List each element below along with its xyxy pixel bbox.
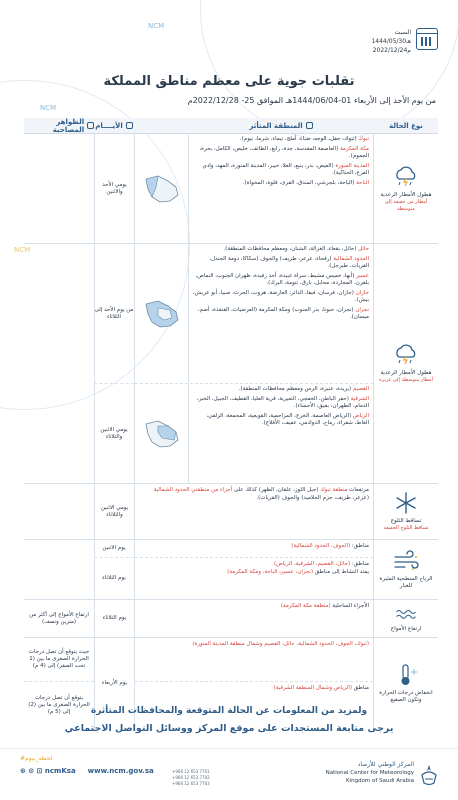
areas-cell <box>134 540 374 599</box>
condition-sub: أمطار متوسطة إلى غزيرة <box>379 377 433 384</box>
condition-sub: تساقط الثلوج الخفيفة <box>383 525 429 532</box>
phenomena-cell <box>24 244 94 483</box>
area-item: الرياض (الرياض العاصمة، الخرج، المزاحمية، القويعية، المجمعة، الزلفي، الغاط، شقراء، رماح، الدوادمي، عفيف، الأفلاج). <box>206 412 369 426</box>
header-areas: المنطقة المتأثر <box>188 118 374 133</box>
row-waves <box>24 600 438 638</box>
header-condition: نوع الحالة <box>389 121 423 130</box>
areas-cell <box>134 244 374 483</box>
header-phenomena: الظواهر المصاحبة <box>24 118 94 133</box>
hijri-date: 1444/05/30هـ <box>371 38 411 45</box>
day-cell: يوم الاثنين <box>94 540 134 558</box>
phone-number: +966 12 653 7701 <box>172 769 210 774</box>
condition-cell <box>374 244 438 483</box>
org-name <box>326 761 414 785</box>
condition-name: انخفاض درجات الحرارة وتكون الصقيع <box>379 689 433 703</box>
header-days: الأيــــام <box>94 118 134 133</box>
date-box <box>371 28 438 55</box>
area-item: القصيم (بريدة، عنيزة، الرس ومعظم محافظات المنطقة). <box>238 386 369 392</box>
area-item: المدينة المنورة (العيص، بدر، ينبع، العلا، خيبر، المدينة المنورة، المهد، وادي الفرع، الحناكية). <box>202 162 369 176</box>
area-item: الشرقية (حفر الباطن، الخفجي، النعيرية، قرية العليا، القطيف، الجبيل، الخبر، الدمام، الظهران، بقيق، الأحساء). <box>196 395 369 409</box>
area-text: مناطق: (الجوف، الحدود الشمالية) <box>291 543 369 549</box>
days-column <box>94 244 134 483</box>
phenomena-cell <box>24 484 94 539</box>
condition-name: الرياح السطحية المثيرة للغبار <box>379 576 433 589</box>
phenomena-cell <box>24 134 94 243</box>
calendar-small-icon <box>126 122 133 129</box>
area-group <box>135 244 373 384</box>
phenomena-cell: ارتفاع الأمواج إلى أكثر من (مترين ونصف) <box>29 611 89 625</box>
social-icons: ⊛ ⊙ ⊡ <box>20 767 45 775</box>
bottom-bar <box>0 748 458 800</box>
thermometer-icon <box>391 663 421 687</box>
phenomena-cell: يتوقع أن تصل درجات الحرارة الصغرى ما بين (2) إلى (5 م) <box>28 694 90 715</box>
areas-cell <box>134 484 374 539</box>
condition-cell <box>374 540 438 599</box>
day-cell: يومي الأحد والاثنين <box>94 134 134 243</box>
areas-cell <box>134 600 374 637</box>
area-item: جازان (جازان، فرسان، فيفا، الدائر، العارضة، هروب، الحرث، صبيا، أبو عريش، بيش). <box>192 289 369 303</box>
day-label: السبت <box>394 29 411 36</box>
day-cell: يوم الثلاثاء <box>94 600 134 637</box>
area-row <box>135 600 373 637</box>
org-country: Kingdom of Saudi Arabia <box>345 778 414 784</box>
phone-list <box>172 769 210 787</box>
row-wind <box>24 540 438 600</box>
page-title: تقلبات جوية على معظم مناطق المملكة <box>103 74 355 89</box>
footer-line-2: يرجى متابعة المستجدات على موقع المركز ووسائل التواصل الاجتماعي <box>64 723 394 734</box>
area-text: (تبوك، الجوف، الحدود الشمالية، حائل، القصيم وشمال منطقة المدينة المنورة) <box>192 641 369 647</box>
area-text: مرتفعات منطقة تبوك (جبل اللوز، علقان، الظهر) كذلك على أجزاء من منطقتي الحدود الشمالية (عرعر، طريف، جزم الجلاميد) والجوف (القريات). <box>153 487 369 501</box>
area-row <box>135 540 373 558</box>
area-group <box>135 134 373 243</box>
area-item: عسير (أبها، خميس مشيط، سراة عبيدة، أحد رفيدة، ظهران الجنوب، النماص، بلقرن، المجاردة، محايل، بارق، تنومة، البرك). <box>195 272 369 286</box>
map-cell <box>135 244 189 383</box>
day-cell: يومي الاثنين والثلاثاء <box>100 426 128 440</box>
areas-cell <box>134 134 374 243</box>
area-item: نجران (نجران، حبونا، بدر الجنوب) ومكة المكرمة (العرضيات، القنفذة، أضم، ميسان). <box>197 306 369 320</box>
waves-icon <box>391 604 421 623</box>
links-row <box>20 767 154 775</box>
area-row <box>135 484 373 539</box>
org-name-en: National Center for Meteorology <box>325 770 414 776</box>
website-link[interactable]: www.ncm.gov.sa <box>87 767 154 775</box>
row-snow <box>24 484 438 540</box>
day-cell: يومي الاثنين والثلاثاء <box>94 484 134 539</box>
phone-number: +966 12 653 7702 <box>172 775 210 780</box>
condition-cell <box>374 484 438 539</box>
condition-name: ارتفاع الأمواج <box>390 626 422 632</box>
area-item: الحدود الشمالية (رفحاء، عرعر، طريف) والجوف (سكاكا، دومة الجندل، القريات، طبرجل). <box>209 255 369 269</box>
header-map <box>134 118 188 133</box>
pin-icon <box>306 122 313 129</box>
condition-sub: أمطار من خفيفة إلى متوسطة <box>384 199 428 212</box>
area-text: مناطق: (حائل، القصيم، الشرقية، الرياض) يمتد النشاط إلى مناطق (نجران، عسير، الباحة، ومكة المكرمة) <box>227 561 369 575</box>
area-group <box>135 384 373 483</box>
forecast-table <box>24 118 438 728</box>
watermark: NCM <box>14 246 31 254</box>
condition-cell <box>374 134 438 243</box>
area-item: حائل (حائل، بقعاء، الغزالة، الشنان، ومعظم محافظات المنطقة). <box>223 246 369 252</box>
snowflake-icon <box>391 491 421 515</box>
wind-dust-icon <box>391 549 421 573</box>
handle-link[interactable]: ⊛ ⊙ ⊡ ncmKsa <box>20 767 76 775</box>
thunder-rain-icon <box>391 343 421 367</box>
gregorian-date: 2022/12/24م <box>372 47 411 54</box>
area-item: مكة المكرمة (العاصمة المقدسة، جدة، رابغ، الطائف، خليص، الكامل، بحرة، الجموم). <box>199 145 369 159</box>
watermark: NCM <box>148 22 165 30</box>
area-row <box>135 682 373 728</box>
day-cell: يوم الثلاثاء <box>102 575 126 581</box>
saudi-map-icon <box>140 173 182 205</box>
condition-name: هطول الأمطار الرعدية <box>380 370 432 377</box>
thunder-rain-icon <box>391 165 421 189</box>
phone-number: +966 12 653 7703 <box>172 781 210 786</box>
cloud-small-icon <box>87 122 94 129</box>
area-row <box>135 558 373 599</box>
phenomena-cell <box>24 540 94 599</box>
row-rain-heavy <box>24 244 438 484</box>
area-text: مناطق (الرياض وشمال المنطقة الشرقية) <box>273 685 369 691</box>
day-cell: من يوم الأحد إلى الثلاثاء <box>94 244 134 384</box>
contact-block <box>20 755 154 775</box>
saudi-map-icon <box>140 418 182 450</box>
area-text: الأجزاء الساحلية (منطقة مكة المكرمة) <box>280 603 369 609</box>
map-cell <box>135 384 189 483</box>
area-list <box>189 134 373 243</box>
condition-name: هطول الأمطار الرعدية <box>380 192 432 198</box>
area-row <box>135 638 373 682</box>
area-item: الباحة (الباحة، بلجرشي، المندق، القرى، قلوة، المخواة). <box>242 179 369 186</box>
org-name-ar: المركز الوطني للأرصاد <box>357 761 414 768</box>
footer-line-1: ولمزيد من المعلومات عن الحالة المتوقعة والمحافظات المتأثرة <box>90 706 368 716</box>
saudi-map-icon <box>140 298 182 330</box>
area-list <box>189 244 373 383</box>
area-item: تبوك (تبوك، حقل، الوجه، ضباء، أملج، تيماء، شرما، نيوم). <box>239 136 369 142</box>
row-rain-moderate <box>24 134 438 244</box>
condition-cell <box>374 600 438 637</box>
table-header <box>24 118 438 134</box>
condition-name: تساقط الثلوج <box>390 518 422 525</box>
watermark: NCM <box>40 104 57 112</box>
area-list <box>189 384 373 483</box>
map-cell <box>135 134 189 243</box>
page-subtitle: من يوم الأحد إلى الأربعاء 01-1444/06/04هـ الموافق 25- 2022/12/28م <box>187 96 436 105</box>
day-cell: يوم الأربعاء <box>94 638 134 728</box>
hashtag: #لحظة_بيوم <box>20 755 53 762</box>
calendar-icon <box>416 28 438 50</box>
ncm-logo-icon <box>418 763 440 787</box>
phenomena-cell: حيث يتوقع أن تصل درجات الحرارة الصغرى ما بين (1 تحت الصفر) إلى (4 م) <box>24 638 94 682</box>
days-column <box>94 540 134 599</box>
